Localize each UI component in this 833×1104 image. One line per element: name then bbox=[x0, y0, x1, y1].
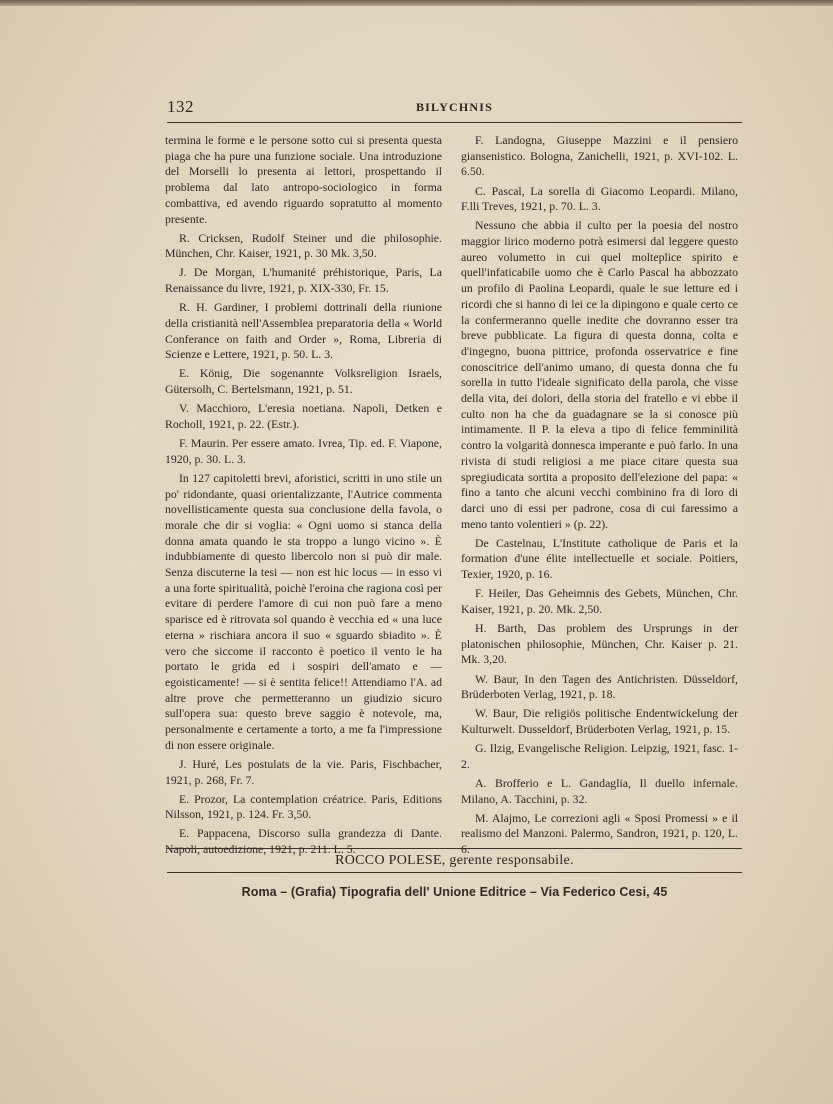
page-header bbox=[167, 97, 742, 121]
page-number: 132 bbox=[167, 97, 194, 116]
bibliography-entry: G. Ilzig, Evangelische Religion. Leipzig, 1921, fasc. 1-2. bbox=[461, 741, 738, 771]
bibliography-entry: A. Brofferio e L. Gandaglia, Il duello infernale. Milano, A. Tacchini, p. 32. bbox=[461, 775, 738, 806]
bibliography-entry: M. Alajmo, Le correzioni agli « Sposi Promessi » e il realismo del Manzoni. Palermo, Sandron, 1921, p. 120, L. 6. bbox=[461, 810, 738, 857]
bibliography-entry: W. Baur, Die religiös politische Endentwickelung der Kulturwelt. Dusseldorf, Brüderboten Verlag, 1921, p. 15. bbox=[461, 706, 738, 737]
bibliography-entry: V. Macchioro, L'eresia noetiana. Napoli, Detken e Rocholl, 1921, p. 22. (Estr.). bbox=[165, 401, 442, 431]
running-head: BILYCHNIS bbox=[415, 100, 494, 114]
bibliography-entry: H. Barth, Das problem des Ursprungs in der platonischen philosophie, München, Chr. Kaiser p. 21. Mk. 3,20. bbox=[461, 621, 738, 667]
bibliography-entry: De Castelnau, L'Institute catholique de Paris et la formation d'une élite intellectuelle et sociale. Poitiers, Texier, 1920, p. 16. bbox=[461, 535, 738, 582]
right-column bbox=[461, 133, 738, 861]
responsible-manager-line: ROCCO POLESE, gerente responsabile. bbox=[335, 853, 574, 868]
bibliography-entry: R. Cricksen, Rudolf Steiner und die philosophie. München, Chr. Kaiser, 1921, p. 30 Mk. 3,50. bbox=[165, 230, 442, 261]
bibliography-entry: F. Landogna, Giuseppe Mazzini e il pensiero giansenistico. Bologna, Zanichelli, 1921, p. XVI-102. L. 6.50. bbox=[461, 133, 738, 179]
header-rule bbox=[167, 122, 742, 123]
review-paragraph: Nessuno che abbia il culto per la poesia del nostro maggior lirico moderno potrà esimersi dal leggere questo aureo volumetto in cui quel molteplice spirito e quell'infaticabile uomo che è Carlo Pascal ha abbozzato un profilo di Paolina Leopardi, quale le sue letture ed i ricordi che si hanno di lei ce la dipingono e quale certo ce la confermeranno quelle inedite che dovranno esser tra breve pubblicate. La figura di questa donna, colta e d'ingegno, buona pittrice, profonda osservatrice e fine conoscitrice dell'animo umano, di questa donna che fu sorella in tutto l'ideale significato della parola, che visse della vita, dei dolori, della storia del fratello e vi ebbe il culto non ha che da guadagnare se la si conosce più intimamente. Il P. la eleva a tipo di felice femminilità contro la volgarità donnesca imperante e può farlo. In una rivista di studi religiosi a me piace citare questa sua spregiudicata sortita a proposito dell'elezione del papa: « fino a tanto che alcuni vecchi combinino fra di loro di darci uno di essi per padrone, cosa di cui faressimo a meno tanto volentieri » (p. 22). bbox=[461, 218, 738, 531]
scan-top-edge bbox=[0, 0, 833, 6]
bibliography-entry: J. De Morgan, L'humanité préhistorique, Paris, La Renaissance du livre, 1921, p. XIX-330, Fr. 15. bbox=[165, 265, 442, 296]
paragraph: termina le forme e le persone sotto cui si presenta questa piaga che ha pure una funzione sociale. Una introduzione del Morselli lo presenta ai lettori, prospettando il problema dal lato antropo-sociologico in forma combattiva, ed avendo riguardo sopratutto al momento presente. bbox=[165, 133, 442, 226]
review-paragraph: In 127 capitoletti brevi, aforistici, scritti in uno stile un po' ridondante, quasi orientalizzante, l'Autrice commenta novellisticamente questa sua conclusione della favola, o morale che dir si voglia: « Ogni uomo si stanca della donna amata quando le sta troppo a lungo vicino ». È indubbiamente di questo libercolo non si può dir male. Senza discuterne la tesi — non est hic locus — in esso vi a una forte spiritualità, poichè l'eroina che ragiona così per evitare di perdere l'amore di cui non può fare a meno sparisce ed è ritrovata sol quando è vecchia ed « una luce eterna » rischiara ancora il suo « sguardo sbiadito ». È vero che siccome il racconto è poetico il vento le ha portato le grida ed i sospiri dell'amato e — egoisticamente! — si è sentita felice!! Attendiamo l'A. ad altre prove che permetteranno un giudizio sicuro sull'opera sua: questo breve saggio è notevole, ma, personalmente e certamente a torto, a me fa l'impressione di non essere originale. bbox=[165, 470, 442, 752]
bibliography-entry: R. H. Gardiner, I problemi dottrinali della riunione della cristianità nell'Assemblea preparatoria della « World Conferance on faith and Order », Roma, Libreria di Scienze e Lettere, 1921, p. 50. L. 3. bbox=[165, 300, 442, 362]
printer-imprint: Roma – (Grafia) Tipografia dell' Unione Editrice – Via Federico Cesi, 45 bbox=[241, 885, 668, 899]
bibliography-entry: F. Heiler, Das Geheimnis des Gebets, München, Chr. Kaiser, 1921, p. 20. Mk. 2,50. bbox=[461, 586, 738, 616]
bibliography-entry: E. König, Die sogenannte Volksreligion Israels, Gütersolh, C. Bertelsmann, 1921, p. 51. bbox=[165, 366, 442, 397]
bibliography-entry: J. Huré, Les postulats de la vie. Paris, Fischbacher, 1921, p. 268, Fr. 7. bbox=[165, 756, 442, 787]
bibliography-entry: F. Maurin. Per essere amato. Ivrea, Tip. ed. F. Viapone, 1920, p. 30. L. 3. bbox=[165, 436, 442, 466]
bibliography-entry: E. Prozor, La contemplation créatrice. Paris, Editions Nilsson, 1921, p. 124. Fr. 3,50. bbox=[165, 791, 442, 822]
footer-rule-bottom bbox=[167, 872, 742, 873]
bibliography-entry: C. Pascal, La sorella di Giacomo Leopardi. Milano, F.lli Treves, 1921, p. 70. L. 3. bbox=[461, 183, 738, 214]
bibliography-entry: W. Baur, In den Tagen des Antichristen. Düsseldorf, Brüderboten Verlag, 1921, p. 18. bbox=[461, 671, 738, 702]
bibliography-entry: E. Pappacena, Discorso sulla grandezza di Dante. Napoli, autoedizione, 1921, p. 211. L. 5. bbox=[165, 826, 442, 857]
footer-rule-top bbox=[167, 848, 742, 849]
left-column bbox=[165, 133, 442, 861]
